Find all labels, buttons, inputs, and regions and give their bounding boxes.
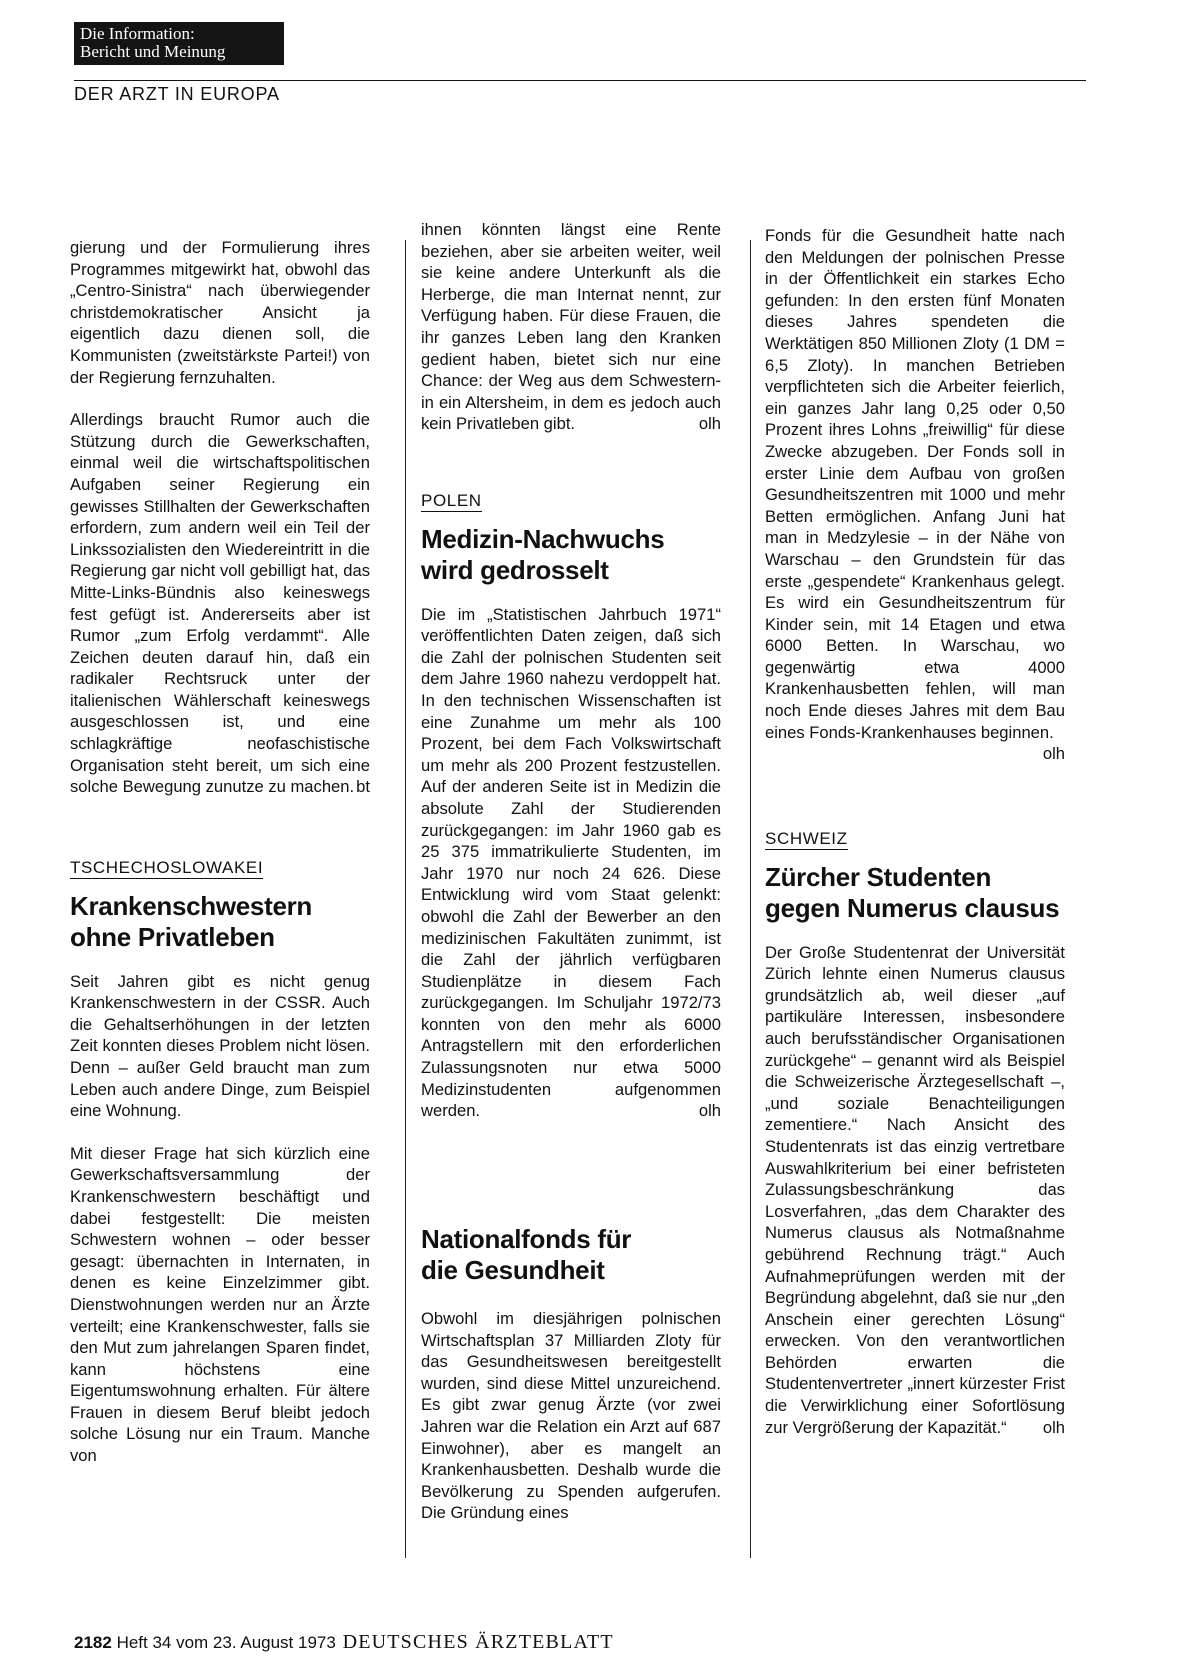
headline-line: die Gesundheit [421,1255,605,1285]
headline-line: Krankenschwestern [70,890,313,921]
author-signature: olh [1042,1417,1065,1437]
headline-line: Medizin-Nachwuchs [421,523,665,554]
headline-line: Nationalfonds für [421,1224,632,1254]
issue-info: Heft 34 vom 23. August 1973 [116,1633,336,1652]
headline-line: wird gedrosselt [421,554,609,585]
article-headline [70,891,370,953]
article-paragraph: Fonds für die Gesundheit hatte nach den Meldungen der polnischen Presse in der Öffentlichkeit ein starkes Echo gefunden: In den ersten fünf Monaten dieses Jahres spendeten die Werktätigen 850 Millionen Zloty (1 DM = 6,5 Zloty). In manchen Betrieben verpflichteten sich die Arbeiter feierlich, ein ganzes Jahr lang 0,25 oder 0,50 Prozent ihres Lohns „freiwillig“ für diese Zwecke abzugeben. Der Fonds soll in erster Linie dem Aufbau von großen Gesundheitszentren mit 1000 und mehr Betten ermöglichen. Anfang Juni hat man in Medzylesie – in der Nähe von Warschau – den Grundstein für das erste „gespendete“ Krankenhaus gelegt. Es wird ein Gesundheitszentrum für Kinder sein, mit 14 Etagen und etwa 6000 Betten. In Warschau, wo gegenwärtig etwa 4000 Krankenhausbetten fehlen, will man noch Ende dieses Jahres mit dem Bau eines Fonds-Krankenhauses beginnen. [765,226,1065,742]
author-signature: olh [698,414,721,434]
article-paragraph: Allerdings braucht Rumor auch die Stützung durch die Gewerkschaften, einmal weil die wirtschaftspolitischen Aufgaben seiner Regierung ein gewisses Stillhalten der Gewerkschaften erfordern, zum andern weil ein Teil der Linkssozialisten den Wiedereintritt in die Regierung gar nicht voll gebilligt hat, das Mitte-Links-Bündnis also keineswegs fest gefügt ist. Andererseits aber ist Rumor „zum Erfolg verdammt“. Alle Zeichen deuten darauf hin, daß ein radikaler Rechtsruck unter der italienischen Wählerschaft keineswegs ausgeschlossen ist, und eine schlagkräftige neofaschistische Organisation steht bereit, um sich eine solche Bewegung zunutze zu machen. [70,410,370,797]
author-signature: olh [1042,744,1065,764]
column-divider [750,240,751,1558]
article-paragraph: gierung und der Formulierung ihres Programmes mitgewirkt hat, obwohl das „Centro-Sinistra“ nach überwiegender christdemokratischer Ansicht ja eigentlich dazu dienen soll, die Kommunisten (zweitstärkste Partei!) von der Regierung fernzuhalten. [70,238,370,387]
kicker-text: SCHWEIZ [765,829,848,848]
kicker-text: TSCHECHOSLOWAKEI [70,858,264,877]
kicker-text: POLEN [421,491,482,510]
article-headline [765,862,1065,924]
article-paragraph: ihnen könnten längst eine Rente beziehen, aber sie arbeiten weiter, weil sie keine andere Unterkunft als die Herberge, die man Internat nennt, zur Verfügung haben. Für diese Frauen, die ihr ganzes Leben lang den Kranken gedient haben, bietet sich nur eine Chance: der Weg aus dem Schwestern- in ein Altersheim, in dem es jedoch auch kein Privatleben gibt. [421,220,721,434]
section-kicker [765,828,1065,850]
article-paragraph: Obwohl im diesjährigen polnischen Wirtschaftsplan 37 Milliarden Zloty für das Gesundheitswesen bereitgestellt wurden, sind diese Mittel unzureichend. Es gibt zwar genug Ärzte (vor zwei Jahren war die Relation ein Arzt auf 687 Einwohner), aber es mangelt an Krankenhausbetten. Deshalb wurde die Bevölkerung zu Spenden aufgerufen. Die Gründung eines [421,1309,721,1523]
page-footer [74,1631,614,1654]
article-paragraph: Seit Jahren gibt es nicht genug Krankenschwestern in der CSSR. Auch die Gehaltserhöhungen in der letzten Zeit konnten dieses Problem nicht lösen. Denn – außer Geld braucht man zum Leben auch andere Dinge, zum Beispiel eine Wohnung. [70,971,370,1121]
header-rule [74,80,1086,81]
headline-line: gegen Numerus clausus [765,892,1060,923]
column-divider [405,240,406,1558]
article-paragraph: Mit dieser Frage hat sich kürzlich eine Gewerkschaftsversammlung der Krankenschwestern beschäftigt und dabei festgestellt: Die meisten Schwestern wohnen – oder besser gesagt: übernachten in Internaten, in denen es keine Einzelzimmer gibt. Dienstwohnungen werden nur an Ärzte verteilt; eine Krankenschwester, falls sie den Mut zum jahrelangen Sparen findet, kann höchstens eine Eigentumswohnung erhalten. Für ältere Frauen in diesem Beruf bleibt jedoch solche Lösung nur ein Traum. Manche von [70,1143,370,1466]
article-paragraph: Die im „Statistischen Jahrbuch 1971“ veröffentlichten Daten zeigen, daß sich die Zahl der polnischen Studenten seit dem Jahre 1960 nahezu verdoppelt hat. In den technischen Wissenschaften ist eine Zunahme um mehr als 100 Prozent, bei dem Fach Volkswirtschaft um mehr als 200 Prozent festzustellen. Auf der anderen Seite ist in Medizin die absolute Zahl der Studierenden zurückgegangen: im Jahr 1960 gab es 25 375 immatrikulierte Studenten, im Jahr 1970 nur noch 24 626. Diese Entwicklung wird vom Staat gelenkt: obwohl die Zahl der Bewerber an den medizinischen Fakultäten zunimmt, ist die Zahl der jährlich verfügbaren Studienplätze in diesem Fach zurückgegangen. Im Schuljahr 1972/73 konnten von den mehr als 6000 Antragstellern mit den erforderlichen Zulassungsnoten nur etwa 5000 Medizinstudenten aufgenommen werden. [421,604,721,1121]
badge-line-2: Bericht und Meinung [80,42,226,61]
article-headline [421,1224,721,1286]
author-signature: bt [356,777,370,797]
badge-line-1: Die Information: [80,24,195,43]
article-paragraph: Der Große Studentenrat der Universität Zürich lehnte einen Numerus clausus grundsätzlich ab, weil dieser „auf partikuläre Interessen, insbesondere auch berufsständischer Organisationen zurückgehe“ – genannt wird als Beispiel die Schweizerische Ärztegesellschaft –, „und soziale Benachteiligungen zementiere.“ Nach Ansicht des Studentenrats ist das einzig vertretbare Auswahlkriterium bei einer befristeten Zulassungsbeschränkung das Losverfahren, „das dem Charakter des Numerus clausus als Notmaßnahme gebührend Rechnung trägt.“ Auch Aufnahmeprüfungen werden mit der Begründung abgelehnt, daß sie nur „den Anschein einer gerechten Lösung“ erwecken. Von den verantwortlichen Behörden erwarten die Studentenvertreter „innert kürzester Frist die Verwirklichung einer Sofortlösung zur Vergrößerung der Kapazität.“ [765,942,1065,1437]
article-headline [421,524,721,586]
author-signature: olh [698,1101,721,1121]
headline-line: Zürcher Studenten [765,861,992,892]
page-number: 2182 [74,1633,112,1652]
section-kicker [70,857,370,879]
section-kicker [421,490,721,512]
section-title: DER ARZT IN EUROPA [74,84,280,104]
journal-name: DEUTSCHES ÄRZTEBLATT [342,1631,614,1653]
section-badge [74,22,284,65]
headline-line: ohne Privatleben [70,921,275,952]
